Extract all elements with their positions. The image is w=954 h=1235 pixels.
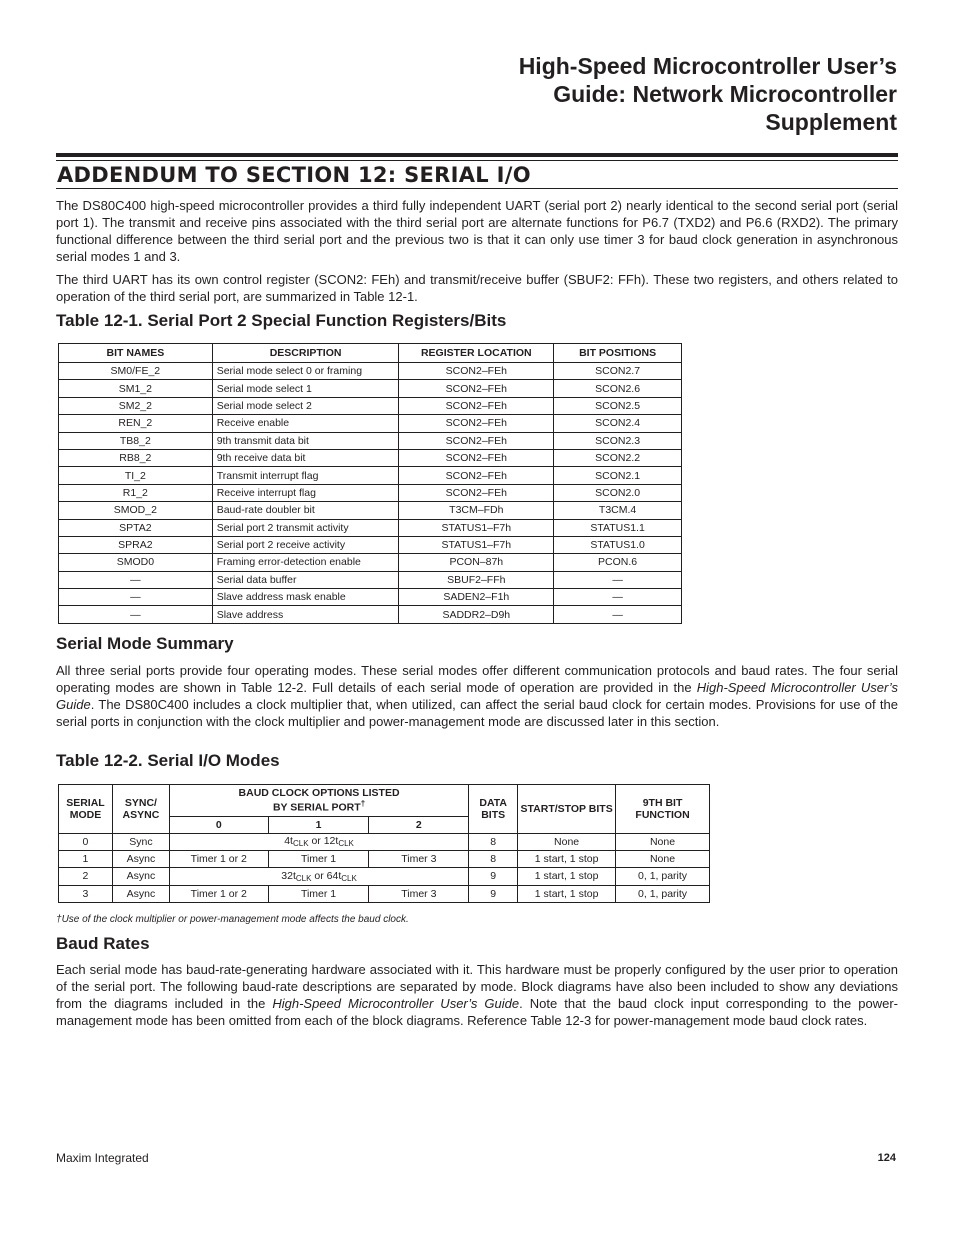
header-text: 9TH BIT	[642, 796, 683, 809]
table2-footnote	[56, 914, 409, 925]
register-location-cell: SCON2–FEh	[399, 397, 554, 414]
register-location-cell: T3CM–FDh	[399, 502, 554, 519]
book-title-reference: High-Speed Microcontroller User’s Guide	[272, 996, 520, 1011]
register-location-cell: SCON2–FEh	[399, 415, 554, 432]
column-header-bit-positions: BIT POSITIONS	[554, 344, 682, 363]
port1-baud-cell: Timer 1	[268, 850, 369, 867]
table-row	[59, 833, 710, 850]
register-location-cell: SCON2–FEh	[399, 380, 554, 397]
sfr-table	[58, 343, 682, 624]
register-location-cell: SCON2–FEh	[399, 449, 554, 466]
description-cell: Serial mode select 1	[212, 380, 399, 397]
description-cell: Serial port 2 receive activity	[212, 536, 399, 553]
book-title-reference: High-Speed Microcontroller User’s Guide	[56, 680, 898, 712]
description-cell: 9th transmit data bit	[212, 432, 399, 449]
description-cell: Serial mode select 2	[212, 397, 399, 414]
header-rule-thin	[56, 160, 898, 161]
bit-name-cell: SM0/FE_2	[59, 363, 213, 380]
header-text: BITS	[481, 808, 506, 821]
ninth-bit-cell: 0, 1, parity	[616, 885, 710, 902]
bit-position-cell: SCON2.5	[554, 397, 682, 414]
header-text: BY SERIAL PORT	[272, 801, 361, 814]
start-stop-cell: 1 start, 1 stop	[518, 885, 616, 902]
ninth-bit-cell: None	[616, 833, 710, 850]
bit-position-cell: SCON2.0	[554, 484, 682, 501]
bit-position-cell: SCON2.1	[554, 467, 682, 484]
mode-cell: 3	[59, 885, 113, 902]
description-cell: Framing error-detection enable	[212, 554, 399, 571]
footer-company: Maxim Integrated	[56, 1151, 149, 1165]
section-title-rule	[56, 188, 898, 189]
column-header-baud-clock	[169, 785, 468, 817]
table-row	[59, 449, 682, 466]
sync-cell: Async	[112, 868, 169, 885]
description-cell: Serial port 2 transmit activity	[212, 519, 399, 536]
header-rule-thick	[56, 153, 898, 157]
bit-position-cell: PCON.6	[554, 554, 682, 571]
table-row	[59, 885, 710, 902]
bit-name-cell: SMOD_2	[59, 502, 213, 519]
column-header-sync-async	[112, 785, 169, 834]
footer-page-number: 124	[877, 1152, 896, 1164]
bit-name-cell: R1_2	[59, 484, 213, 501]
serial-modes-table	[58, 784, 710, 903]
header-text: SYNC/	[124, 796, 157, 809]
table-row	[59, 554, 682, 571]
bit-position-cell: SCON2.2	[554, 449, 682, 466]
column-header-description: DESCRIPTION	[212, 344, 399, 363]
column-header-bit-names: BIT NAMES	[59, 344, 213, 363]
header-text: BAUD CLOCK OPTIONS LISTED	[238, 787, 400, 799]
port0-baud-cell: Timer 1 or 2	[169, 850, 268, 867]
register-location-cell: STATUS1–F7h	[399, 519, 554, 536]
intro-paragraph-2: The third UART has its own control register (SCON2: FEh) and transmit/receive buffer (SBUF2: FFh). These two registers, and others related to operation of the third serial port, are summarized in Table 12-1.	[56, 272, 898, 304]
port2-baud-cell: Timer 3	[369, 850, 469, 867]
register-location-cell: STATUS1–F7h	[399, 536, 554, 553]
serial-mode-summary-heading: Serial Mode Summary	[56, 634, 234, 653]
bit-position-cell: T3CM.4	[554, 502, 682, 519]
baud-text: 32t	[281, 869, 296, 882]
bit-position-cell: —	[554, 606, 682, 623]
table-row	[59, 502, 682, 519]
paragraph-text: Each serial mode has baud-rate-generating hardware associated with it. This hardware must be properly configured by the user prior to operation of the serial port. The following baud-rate descriptions are separated by mode. Block diagrams have also been included to show any deviations from the diagrams included in the	[56, 962, 898, 1011]
bit-name-cell: —	[59, 606, 213, 623]
sync-cell: Sync	[112, 833, 169, 850]
footnote-text: Use of the clock multiplier or power-management mode affects the baud clock.	[61, 914, 409, 925]
column-header-port-0: 0	[169, 816, 268, 833]
description-cell: 9th receive data bit	[212, 449, 399, 466]
bit-name-cell: REN_2	[59, 415, 213, 432]
serial-mode-summary-paragraph	[56, 662, 898, 730]
column-header-start-stop-bits: START/STOP BITS	[518, 785, 616, 834]
baud-text: 4t	[284, 835, 293, 848]
baud-subscript: CLK	[341, 873, 357, 883]
serial-modes-header-row	[59, 785, 710, 817]
table-row	[59, 519, 682, 536]
table-row	[59, 571, 682, 588]
bit-name-cell: SM2_2	[59, 397, 213, 414]
data-bits-cell: 9	[469, 868, 518, 885]
bit-position-cell: SCON2.7	[554, 363, 682, 380]
bit-position-cell: —	[554, 571, 682, 588]
intro-paragraph-1: The DS80C400 high-speed microcontroller provides a third fully independent UART (serial port 2) nearly identical to the second serial port (serial port 1). The transmit and receive pins associated with the third serial port are alternate functions for P6.7 (TXD2) and P6.6 (RXD2). The primary functional difference between the third serial port and the previous two is that it can only use timer 3 for baud clock generation in asynchronous serial modes 1 and 3.	[56, 198, 898, 264]
register-location-cell: SCON2–FEh	[399, 363, 554, 380]
start-stop-cell: None	[518, 833, 616, 850]
sync-cell: Async	[112, 885, 169, 902]
table-row	[59, 380, 682, 397]
column-header-ninth-bit-function	[616, 785, 710, 834]
bit-name-cell: SPRA2	[59, 536, 213, 553]
column-header-port-1: 1	[268, 816, 369, 833]
register-location-cell: SBUF2–FFh	[399, 571, 554, 588]
document-title	[337, 52, 897, 136]
start-stop-cell: 1 start, 1 stop	[518, 850, 616, 867]
description-cell: Serial data buffer	[212, 571, 399, 588]
description-cell: Receive interrupt flag	[212, 484, 399, 501]
table-row	[59, 868, 710, 885]
baud-text: or 64t	[311, 869, 342, 882]
section-title: ADDENDUM TO SECTION 12: SERIAL I/O	[57, 163, 531, 187]
paragraph-text: All three serial ports provide four operating modes. These serial modes offer different communication protocols and baud rates. The four serial operating modes are shown in Table 12-2. Full details of each serial mode of operation are provided in the	[56, 663, 898, 695]
dagger-mark: †	[56, 914, 62, 925]
port0-baud-cell: Timer 1 or 2	[169, 885, 268, 902]
table2-caption: Table 12-2. Serial I/O Modes	[56, 751, 280, 770]
baud-rates-heading: Baud Rates	[56, 934, 150, 953]
document-title-line1: High-Speed Microcontroller User’s	[518, 53, 897, 79]
dagger-mark: †	[360, 799, 366, 808]
document-title-line2: Guide: Network Microcontroller	[553, 81, 897, 107]
column-header-serial-mode	[59, 785, 113, 834]
bit-position-cell: STATUS1.0	[554, 536, 682, 553]
register-location-cell: SCON2–FEh	[399, 467, 554, 484]
header-text: ASYNC	[122, 808, 160, 821]
ninth-bit-cell: None	[616, 850, 710, 867]
bit-name-cell: TI_2	[59, 467, 213, 484]
paragraph-text: . Note that the baud clock input corresponding to the power-management mode has been omitted from each of the block diagrams. Reference Table 12-3 for power-management mode baud clock rates.	[56, 996, 898, 1028]
bit-name-cell: SM1_2	[59, 380, 213, 397]
table-row	[59, 397, 682, 414]
table-row	[59, 606, 682, 623]
mode-cell: 0	[59, 833, 113, 850]
bit-position-cell: SCON2.6	[554, 380, 682, 397]
bit-name-cell: —	[59, 571, 213, 588]
data-bits-cell: 8	[469, 850, 518, 867]
table-row	[59, 484, 682, 501]
data-bits-cell: 9	[469, 885, 518, 902]
baud-text: or 12t	[308, 835, 339, 848]
register-location-cell: SADDR2–D9h	[399, 606, 554, 623]
paragraph-text: . The DS80C400 includes a clock multiplier that, when utilized, can affect the serial baud clock for certain modes. Provisions for use of the serial ports in conjunction with the clock multiplier and power-management mode are discussed later in this section.	[56, 697, 898, 729]
description-cell: Serial mode select 0 or framing	[212, 363, 399, 380]
baud-rates-paragraph	[56, 961, 898, 1029]
sync-cell: Async	[112, 850, 169, 867]
header-text: DATA	[479, 796, 507, 809]
table-row	[59, 432, 682, 449]
register-location-cell: SCON2–FEh	[399, 432, 554, 449]
ninth-bit-cell: 0, 1, parity	[616, 868, 710, 885]
bit-position-cell: —	[554, 589, 682, 606]
bit-name-cell: RB8_2	[59, 449, 213, 466]
port2-baud-cell: Timer 3	[369, 885, 469, 902]
table-row	[59, 467, 682, 484]
start-stop-cell: 1 start, 1 stop	[518, 868, 616, 885]
description-cell: Transmit interrupt flag	[212, 467, 399, 484]
mode-cell: 2	[59, 868, 113, 885]
table-row	[59, 536, 682, 553]
column-header-data-bits	[469, 785, 518, 834]
table-row	[59, 850, 710, 867]
table-row	[59, 589, 682, 606]
bit-name-cell: —	[59, 589, 213, 606]
register-location-cell: SCON2–FEh	[399, 484, 554, 501]
bit-position-cell: STATUS1.1	[554, 519, 682, 536]
document-title-line3: Supplement	[765, 109, 897, 135]
register-location-cell: PCON–87h	[399, 554, 554, 571]
header-text: SERIAL	[66, 796, 105, 809]
description-cell: Baud-rate doubler bit	[212, 502, 399, 519]
header-text: FUNCTION	[635, 808, 690, 821]
sfr-table-header-row	[59, 344, 682, 363]
column-header-port-2: 2	[369, 816, 469, 833]
header-text: MODE	[69, 808, 102, 821]
description-cell: Slave address	[212, 606, 399, 623]
table1-caption: Table 12-1. Serial Port 2 Special Function Registers/Bits	[56, 311, 507, 330]
bit-position-cell: SCON2.4	[554, 415, 682, 432]
register-location-cell: SADEN2–F1h	[399, 589, 554, 606]
baud-subscript: CLK	[292, 839, 309, 849]
column-header-register-location: REGISTER LOCATION	[399, 344, 554, 363]
bit-name-cell: TB8_2	[59, 432, 213, 449]
data-bits-cell: 8	[469, 833, 518, 850]
bit-position-cell: SCON2.3	[554, 432, 682, 449]
table-row	[59, 415, 682, 432]
description-cell: Slave address mask enable	[212, 589, 399, 606]
baud-subscript: CLK	[295, 873, 312, 883]
mode-cell: 1	[59, 850, 113, 867]
bit-name-cell: SPTA2	[59, 519, 213, 536]
baud-subscript: CLK	[338, 839, 354, 849]
bit-name-cell: SMOD0	[59, 554, 213, 571]
description-cell: Receive enable	[212, 415, 399, 432]
baud-clock-cell	[169, 868, 468, 885]
baud-clock-cell	[169, 833, 468, 850]
table-row	[59, 363, 682, 380]
port1-baud-cell: Timer 1	[268, 885, 369, 902]
